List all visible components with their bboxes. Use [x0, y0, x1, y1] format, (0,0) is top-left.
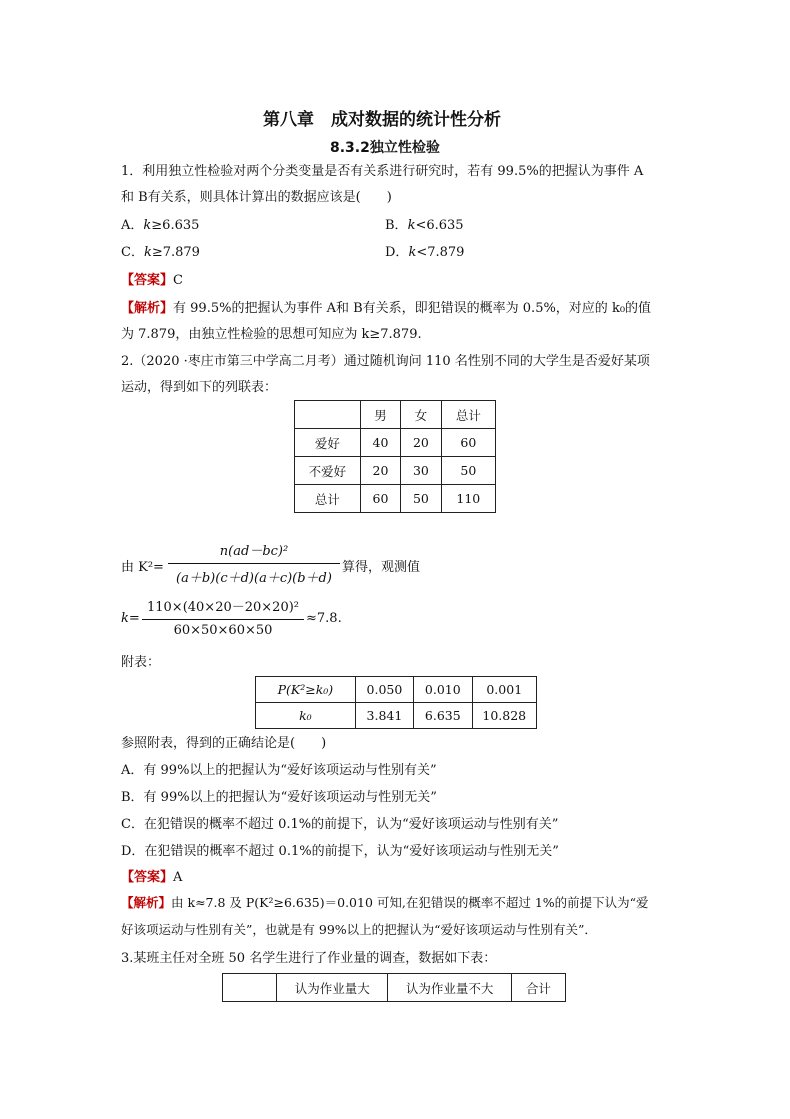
- table-cell: 6.635: [414, 703, 472, 729]
- table-row: [256, 703, 537, 729]
- table-cell: 20: [360, 457, 400, 485]
- q1-option-a: A．k≥6.635: [121, 218, 200, 233]
- table-cell: 3.841: [355, 703, 413, 729]
- answer-tag: 【答案】: [121, 273, 174, 288]
- table-header-cell: [223, 974, 277, 1002]
- k2-fraction-bar: [168, 563, 340, 564]
- k2-formula-suffix: 算得，观测值: [342, 560, 421, 575]
- q1-analysis-line1: 【解析】有 99.5%的把握认为事件 A和 B有关系，即犯错误的概率为 0.5%，对应的 k₀的值: [121, 301, 652, 316]
- analysis-tag: 【解析】: [121, 895, 172, 910]
- table-cell: 20: [401, 429, 441, 457]
- table-cell: k₀: [256, 703, 356, 729]
- q3-table: [222, 973, 566, 1002]
- table-cell: 60: [360, 485, 400, 513]
- k-value-denominator: 60×50×60×50: [173, 623, 273, 638]
- q2-stem-line2: 运动，得到如下的列联表：: [121, 380, 278, 395]
- table-header-cell: 认为作业量不大: [388, 974, 511, 1002]
- k-value-fraction-bar: [142, 619, 304, 620]
- table-cell: 总计: [295, 485, 361, 513]
- contingency-table: [294, 400, 496, 513]
- table-cell: 30: [401, 457, 441, 485]
- table-cell: 不爱好: [295, 457, 361, 485]
- section-title: 8.3.2独立性检验: [330, 140, 440, 156]
- q2-analysis-line1: 【解析】由 k≈7.8 及 P(K²≥6.635)＝0.010 可知,在犯错误的概率不超过 1%的前提下认为“爱: [121, 895, 649, 910]
- table-header-cell: 0.010: [414, 677, 472, 703]
- table-header-cell: 认为作业量大: [277, 974, 388, 1002]
- q2-stem-line1: 2.（2020 ·枣庄市第三中学高二月考）通过随机询问 110 名性别不同的大学生是否爱好某项: [121, 354, 650, 369]
- table-header-cell: P(K²≥k₀): [256, 677, 356, 703]
- q1-analysis-line2: 为 7.879，由独立性检验的思想可知应为 k≥7.879.: [121, 327, 422, 342]
- q2-option-d: D．在犯错误的概率不超过 0.1%的前提下，认为“爱好该项运动与性别无关”: [121, 844, 559, 859]
- chapter-title: 第八章 成对数据的统计性分析: [263, 110, 501, 130]
- table-cell: 50: [441, 457, 495, 485]
- q1-answer: 【答案】C: [121, 273, 183, 288]
- k2-formula-prefix: 由 K²=: [121, 560, 164, 575]
- answer-tag: 【答案】: [121, 870, 174, 885]
- table-cell: 50: [401, 485, 441, 513]
- table-header-cell: 男: [360, 401, 400, 429]
- q3-stem: 3.某班主任对全班 50 名学生进行了作业量的调查，数据如下表：: [121, 951, 497, 966]
- table-header-cell: 合计: [511, 974, 565, 1002]
- table-header-cell: 0.050: [355, 677, 413, 703]
- appendix-table: [255, 676, 537, 729]
- appendix-label: 附表：: [121, 655, 161, 670]
- q2-analysis-line2: 好该项运动与性别有关”，也就是有 99%以上的把握认为“爱好该项运动与性别有关”．: [121, 922, 597, 937]
- table-header-cell: 0.001: [472, 677, 536, 703]
- k2-formula-numerator: n(ad－bc)²: [219, 544, 289, 559]
- q1-option-d: D．k<7.879: [385, 245, 465, 260]
- table-row: [295, 429, 496, 457]
- q1-stem-line1: 1．利用独立性检验对两个分类变量是否有关系进行研究时，若有 99.5%的把握认为事件 A: [121, 164, 644, 179]
- table-header-cell: 总计: [441, 401, 495, 429]
- table-row: [295, 457, 496, 485]
- table-cell: 10.828: [472, 703, 536, 729]
- q1-stem-line2: 和 B有关系，则具体计算出的数据应该是( ): [121, 190, 392, 205]
- k-value-prefix: k=: [121, 611, 140, 626]
- k-value-suffix: ≈7.8.: [306, 611, 342, 626]
- k2-formula-denominator: (a＋b)(c＋d)(a＋c)(b＋d): [176, 571, 332, 586]
- q1-option-c: C．k≥7.879: [121, 245, 200, 260]
- table-cell: 110: [441, 485, 495, 513]
- q1-option-b: B．k<6.635: [385, 218, 464, 233]
- table-header-cell: [295, 401, 361, 429]
- k-value-numerator: 110×(40×20－20×20)²: [146, 600, 299, 615]
- table-row: [295, 485, 496, 513]
- table-cell: 40: [360, 429, 400, 457]
- q2-option-c: C．在犯错误的概率不超过 0.1%的前提下，认为“爱好该项运动与性别有关”: [121, 817, 559, 832]
- table-cell: 60: [441, 429, 495, 457]
- table-header-cell: 女: [401, 401, 441, 429]
- analysis-tag: 【解析】: [121, 301, 174, 316]
- q2-option-a: A．有 99%以上的把握认为“爱好该项运动与性别有关”: [121, 763, 437, 778]
- table-cell: 爱好: [295, 429, 361, 457]
- q2-option-b: B．有 99%以上的把握认为“爱好该项运动与性别无关”: [121, 790, 437, 805]
- q2-conclusion: 参照附表，得到的正确结论是( ): [121, 736, 327, 751]
- q2-answer: 【答案】A: [121, 870, 183, 885]
